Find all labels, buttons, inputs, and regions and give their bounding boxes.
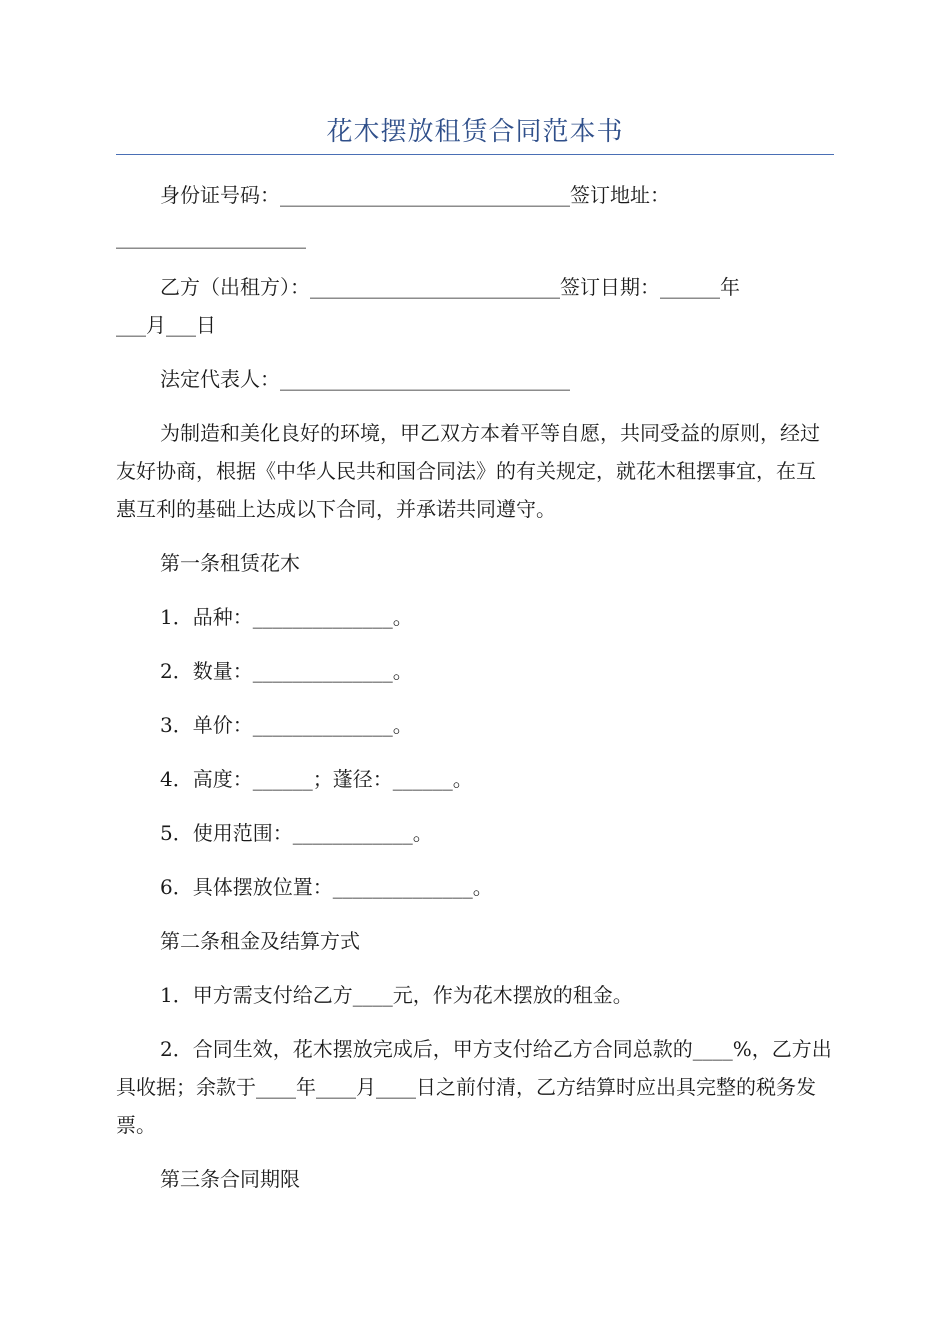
article-1-item-2: 2．数量：______________。 bbox=[160, 659, 413, 683]
intro-paragraph: 为制造和美化良好的环境，甲乙双方本着平等自愿，共同受益的原则，经过友好协商，根据《中华人民共和国合同法》的有关规定，就花木租摆事宜，在互惠互利的基础上达成以下合同，并承诺共同遵守。 bbox=[116, 421, 820, 521]
article-1-item-1: 1．品种：______________。 bbox=[160, 605, 413, 629]
legal-representative-line: 法定代表人：_____________________________ bbox=[160, 367, 570, 391]
article-2-item-1: 1．甲方需支付给乙方____元，作为花木摆放的租金。 bbox=[160, 983, 633, 1007]
article-1-item-3: 3．单价：______________。 bbox=[160, 713, 413, 737]
article-3-heading: 第三条合同期限 bbox=[160, 1167, 300, 1191]
lessor-line: 乙方（出租方）：_________________________签订日期：______年 bbox=[160, 275, 740, 299]
title-underline bbox=[116, 154, 834, 155]
article-1-heading: 第一条租赁花木 bbox=[160, 551, 300, 575]
document-title: 花木摆放租赁合同范本书 bbox=[326, 117, 624, 147]
signing-date-blank: ___月___日 bbox=[116, 313, 216, 337]
article-1-item-4: 4．高度：______；蓬径：______。 bbox=[160, 767, 473, 791]
signing-address-blank: ___________________ bbox=[116, 225, 306, 249]
article-2-item-2: 2．合同生效，花木摆放完成后，甲方支付给乙方合同总款的____%，乙方出具收据；余款于____年____月____日之前付清，乙方结算时应出具完整的税务发票。 bbox=[116, 1037, 832, 1137]
article-1-item-5: 5．使用范围：____________。 bbox=[160, 821, 433, 845]
article-2-heading: 第二条租金及结算方式 bbox=[160, 929, 360, 953]
id-number-line: 身份证号码：_____________________________签订地址： bbox=[160, 183, 670, 207]
article-1-item-6: 6．具体摆放位置：______________。 bbox=[160, 875, 493, 899]
